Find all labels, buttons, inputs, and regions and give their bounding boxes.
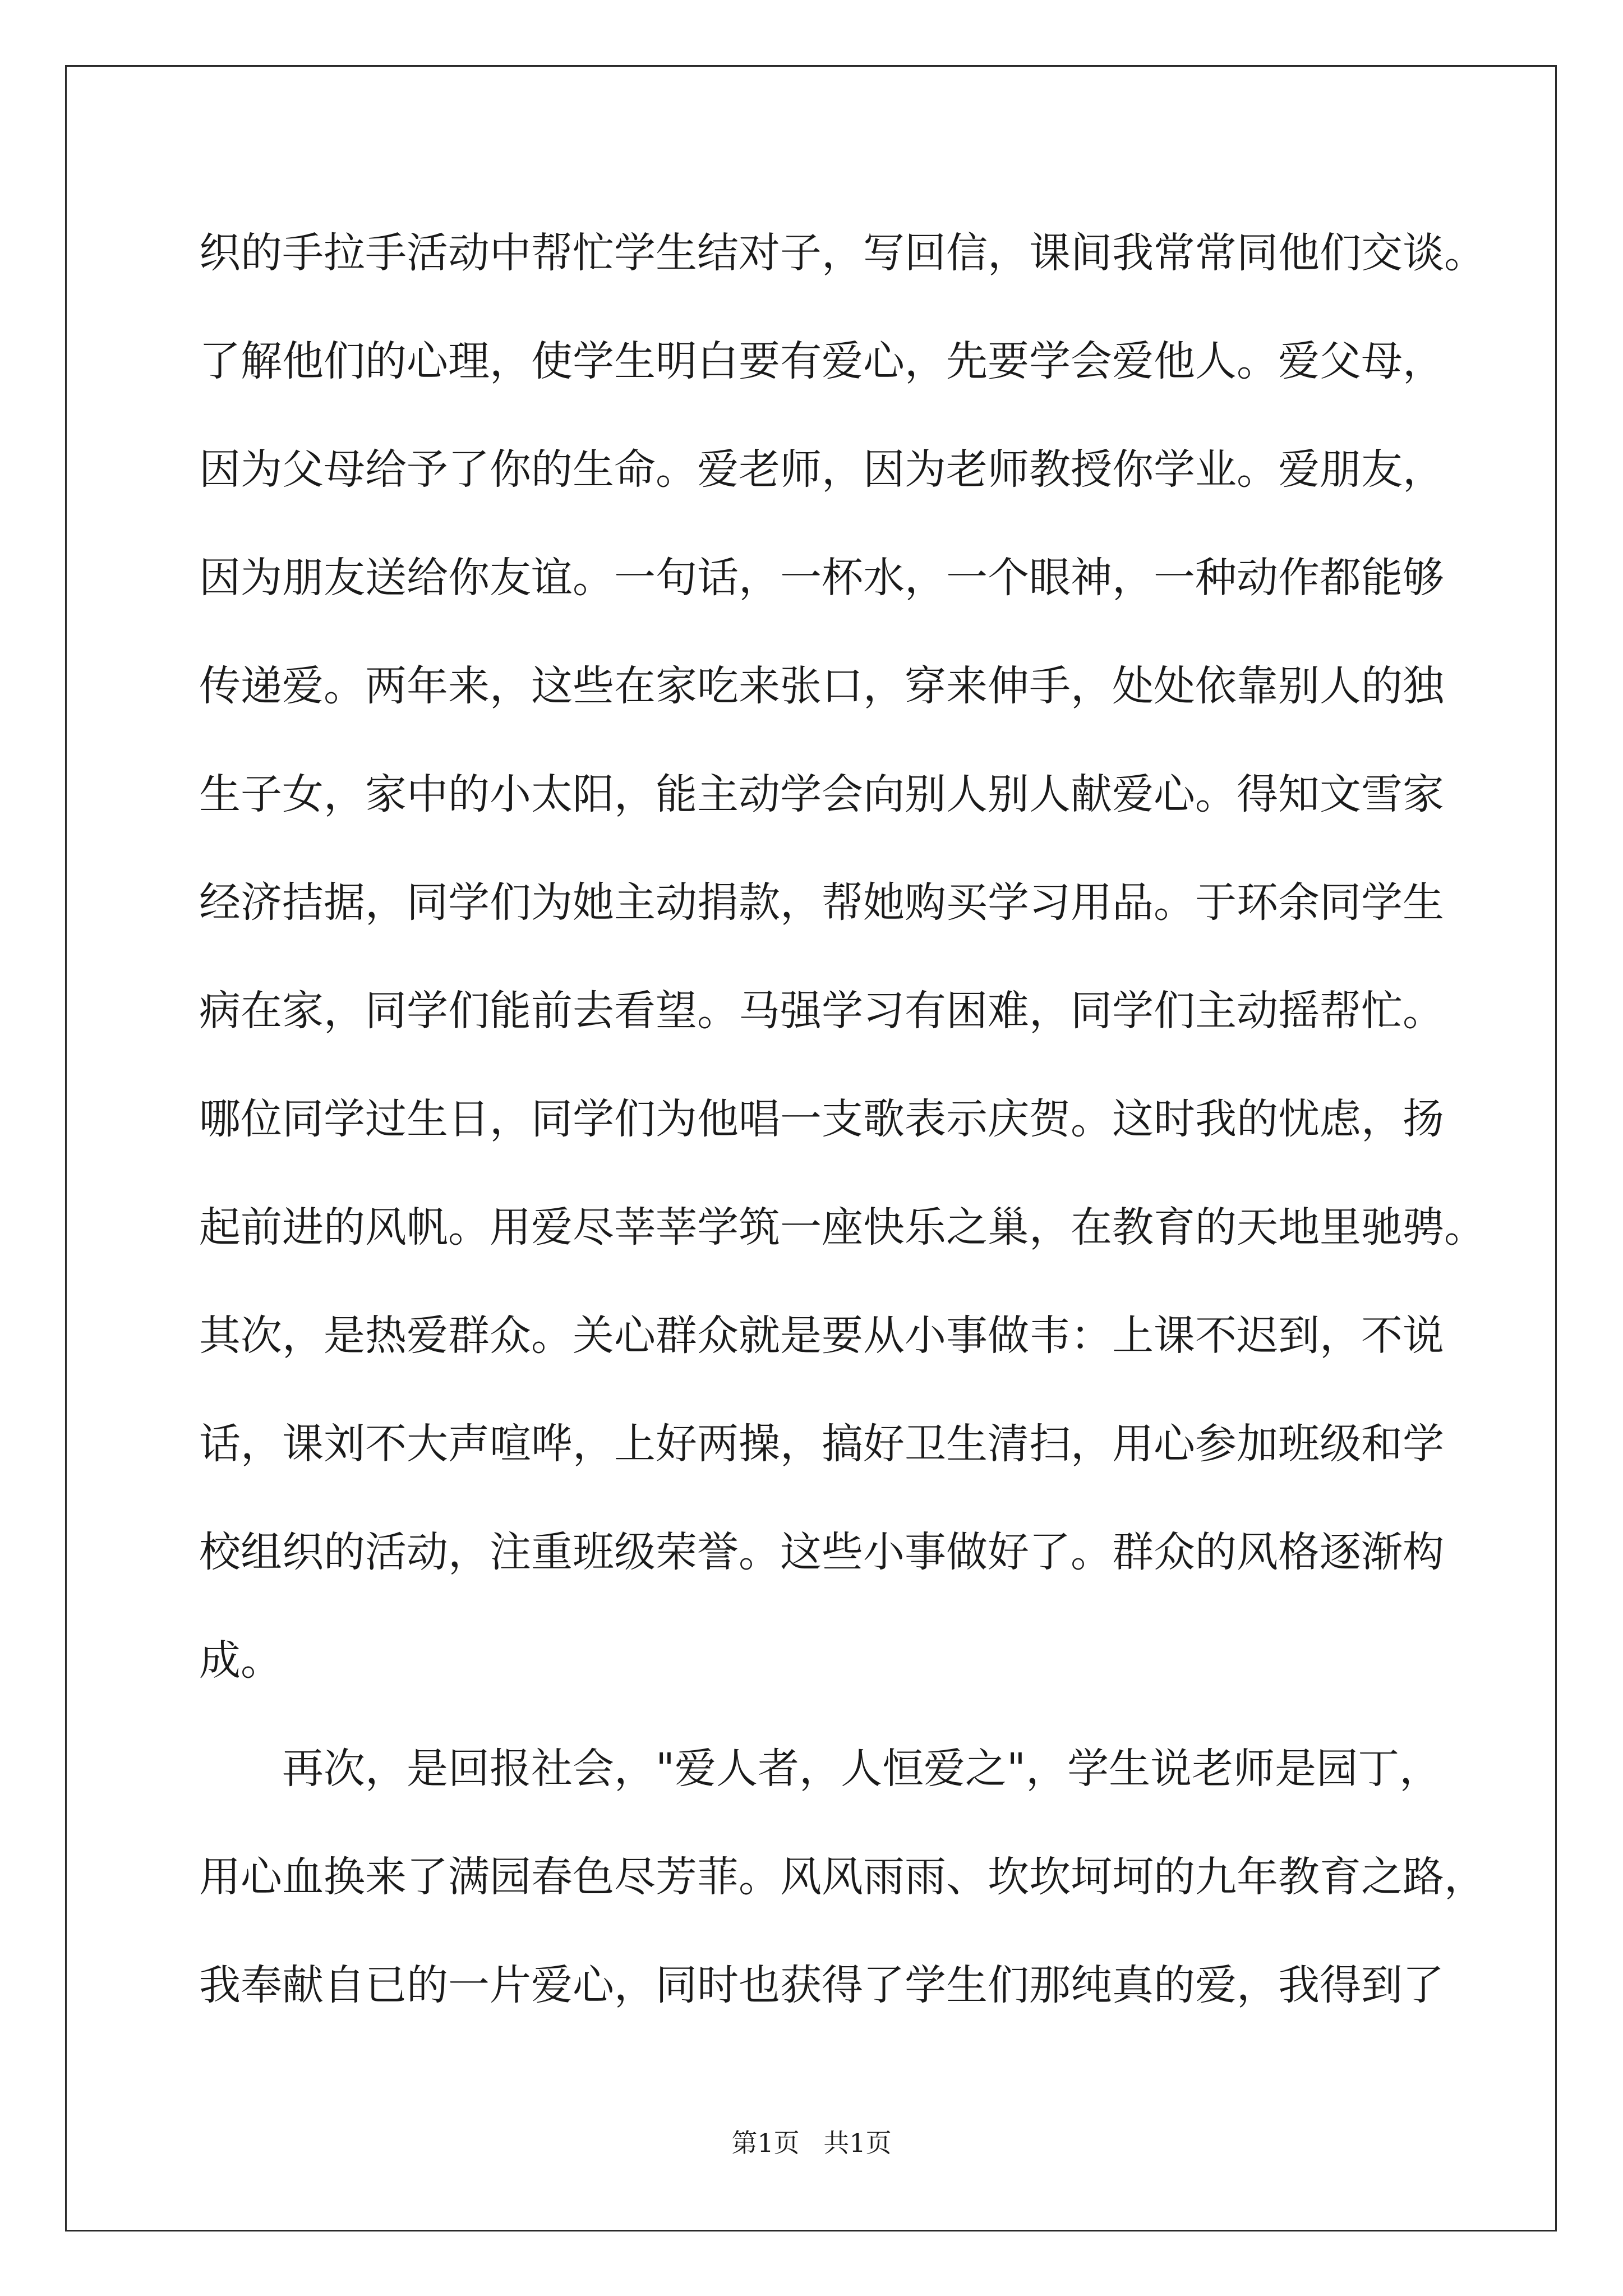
page-number-total: 共1页 (823, 2128, 892, 2158)
text-line: 织的手拉手活动中帮忙学生结对子，写回信，课间我常常同他们交谈。 (199, 229, 1486, 277)
text-line: 经济拮据，同学们为她主动捐款，帮她购买学习用品。于环余同学生 (199, 878, 1444, 927)
page-footer (0, 2126, 1623, 2160)
text-line: 再次，是回报社会，"爱人者，人恒爱之"，学生说老师是园丁， (199, 1745, 1441, 1793)
text-line: 话，课刘不大声喧哗，上好两操，搞好卫生清扫，用心参加班级和学 (199, 1420, 1444, 1468)
text-line: 生子女，家中的小太阳，能主动学会向别人别人献爱心。得知文雪家 (199, 770, 1444, 818)
text-line: 用心血换来了满园春色尽芳菲。风风雨雨、坎坎坷坷的九年教育之路， (199, 1853, 1486, 1901)
text-line: 其次，是热爱群众。关心群众就是要从小事做韦：上课不迟到，不说 (199, 1312, 1444, 1360)
text-line: 病在家，同学们能前去看望。马强学习有困难，同学们主动摇帮忙。 (199, 987, 1444, 1035)
text-line: 我奉献自已的一片爱心，同时也获得了学生们那纯真的爱，我得到了 (199, 1961, 1444, 2009)
text-line: 了解他们的心理，使学生明白要有爱心，先要学会爱他人。爱父母， (199, 337, 1444, 385)
document-body (199, 199, 1486, 2040)
text-line: 起前进的风帆。用爱尽莘莘学筑一座快乐之巢，在教育的天地里驰骋。 (199, 1203, 1486, 1251)
text-line: 因为父母给予了你的生命。爱老师，因为老师教授你学业。爱朋友， (199, 445, 1444, 494)
page-number-current: 第1页 (731, 2128, 800, 2158)
text-line: 传递爱。两年来，这些在家吃来张口，穿来伸手，处处依靠别人的独 (199, 662, 1444, 710)
text-line: 哪位同学过生日，同学们为他唱一支歌表示庆贺。这时我的忧虑，扬 (199, 1095, 1444, 1143)
text-line: 校组织的活动，注重班级荣誉。这些小事做好了。群众的风格逐渐构 (199, 1528, 1444, 1576)
text-line: 因为朋友送给你友谊。一句话，一杯水，一个眼神，一种动作都能够 (199, 554, 1444, 602)
text-line: 成。 (199, 1636, 282, 1685)
